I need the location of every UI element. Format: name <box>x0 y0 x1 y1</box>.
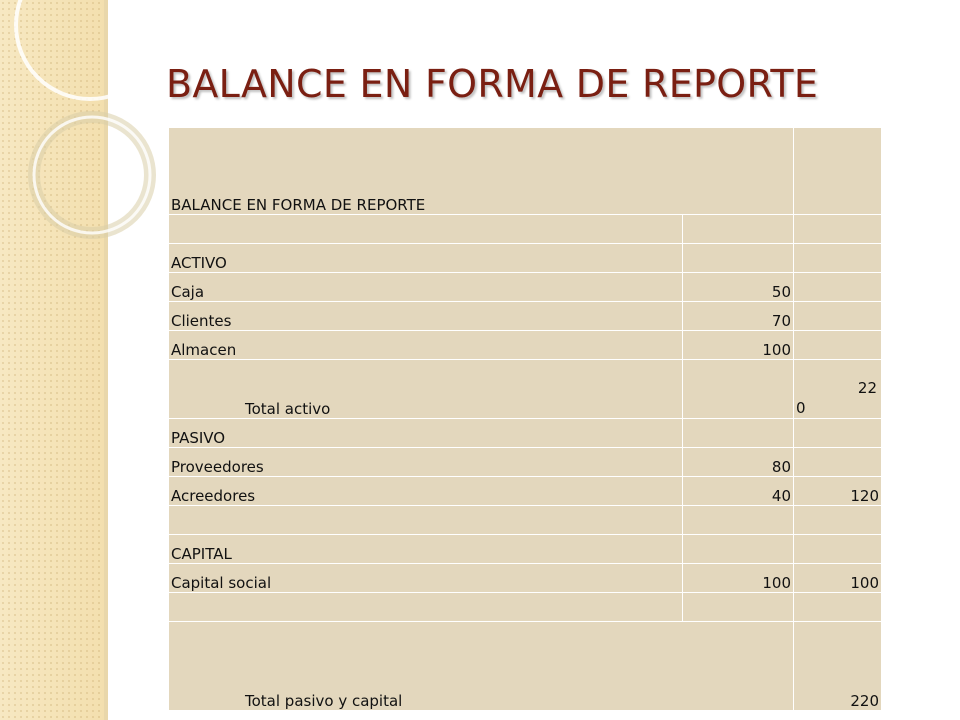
row-amount: 40 <box>683 477 794 506</box>
total-activo-part2: 0 <box>796 399 806 417</box>
section-label-pasivo: PASIVO <box>169 419 683 448</box>
grand-total-value: 220 <box>794 622 882 711</box>
empty-cell <box>169 506 683 535</box>
table-row <box>169 273 882 302</box>
empty-cell <box>794 215 882 244</box>
empty-cell <box>683 215 794 244</box>
table-row <box>169 593 882 622</box>
empty-cell <box>683 593 794 622</box>
table-row <box>169 564 882 593</box>
empty-cell <box>683 419 794 448</box>
row-amount: 80 <box>683 448 794 477</box>
row-label: Acreedores <box>169 477 683 506</box>
row-total <box>794 448 882 477</box>
table-row <box>169 215 882 244</box>
row-amount: 70 <box>683 302 794 331</box>
empty-cell <box>794 506 882 535</box>
total-activo-value <box>794 360 882 419</box>
section-label-activo: ACTIVO <box>169 244 683 273</box>
row-amount: 100 <box>683 564 794 593</box>
total-activo-label: Total activo <box>169 360 683 419</box>
table-row <box>169 448 882 477</box>
empty-cell <box>683 244 794 273</box>
row-label: Proveedores <box>169 448 683 477</box>
grand-total-label: Total pasivo y capital <box>169 622 794 711</box>
empty-cell <box>794 273 882 302</box>
row-label: Caja <box>169 273 683 302</box>
empty-cell <box>794 244 882 273</box>
table-row <box>169 360 882 419</box>
row-amount: 100 <box>683 331 794 360</box>
table-row <box>169 477 882 506</box>
empty-cell <box>683 506 794 535</box>
empty-cell <box>794 419 882 448</box>
row-label: Almacen <box>169 331 683 360</box>
table-heading: BALANCE EN FORMA DE REPORTE <box>169 128 794 215</box>
table-row <box>169 622 882 711</box>
empty-cell <box>169 215 683 244</box>
row-amount: 50 <box>683 273 794 302</box>
balance-table <box>168 127 882 711</box>
empty-cell <box>794 593 882 622</box>
empty-cell <box>794 535 882 564</box>
empty-cell <box>794 302 882 331</box>
table-row <box>169 302 882 331</box>
table-row <box>169 506 882 535</box>
row-total: 100 <box>794 564 882 593</box>
section-label-capital: CAPITAL <box>169 535 683 564</box>
total-activo-part1: 22 <box>857 379 877 397</box>
table-row <box>169 419 882 448</box>
table-row <box>169 244 882 273</box>
empty-cell <box>683 535 794 564</box>
empty-cell <box>794 331 882 360</box>
empty-cell <box>794 128 882 215</box>
table-row <box>169 128 882 215</box>
table-row <box>169 331 882 360</box>
empty-cell <box>169 593 683 622</box>
empty-cell <box>683 360 794 419</box>
table-row <box>169 535 882 564</box>
row-label: Capital social <box>169 564 683 593</box>
slide-title: BALANCE EN FORMA DE REPORTE <box>166 62 819 106</box>
row-label: Clientes <box>169 302 683 331</box>
row-total: 120 <box>794 477 882 506</box>
